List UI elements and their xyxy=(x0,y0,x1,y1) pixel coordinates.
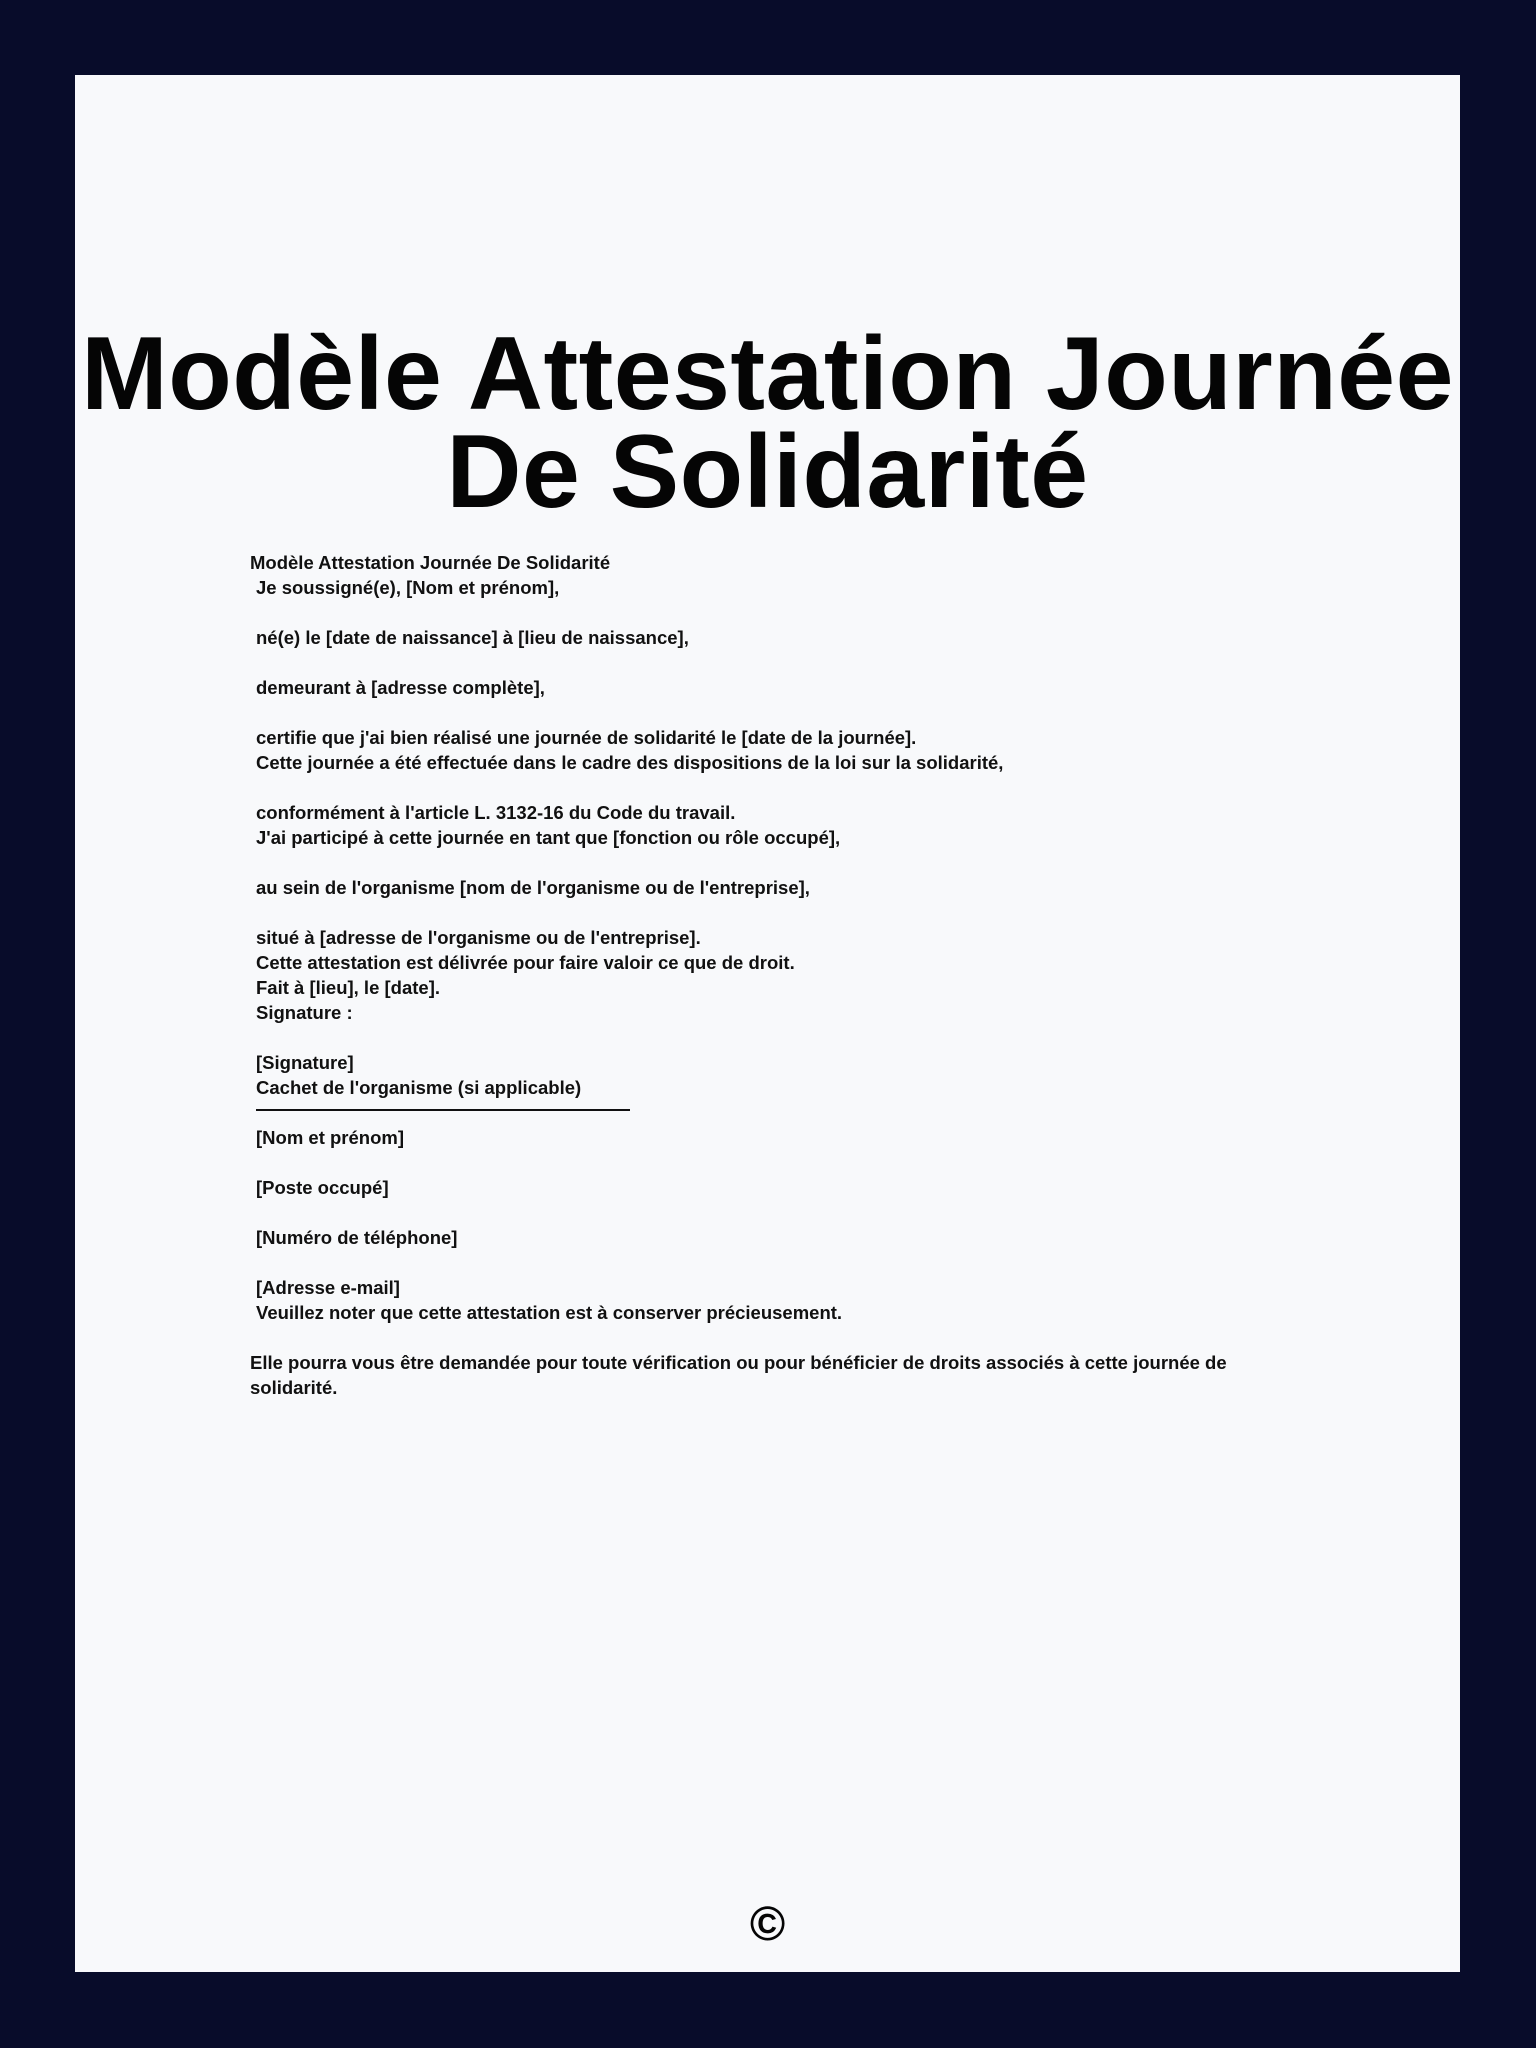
document-page xyxy=(75,75,1460,1972)
body-line: Je soussigné(e), [Nom et prénom], xyxy=(256,577,560,598)
line-gap xyxy=(250,1325,1250,1350)
document-subtitle: Modèle Attestation Journée De Solidarité xyxy=(250,552,611,573)
body-line: certifie que j'ai bien réalisé une journée de solidarité le [date de la journée]. xyxy=(256,727,917,748)
name-placeholder: [Nom et prénom] xyxy=(256,1127,404,1148)
stamp-label: Cachet de l'organisme (si applicable) xyxy=(256,1077,582,1098)
email-placeholder: [Adresse e-mail] xyxy=(256,1277,400,1298)
body-line: au sein de l'organisme [nom de l'organisme ou de l'entreprise], xyxy=(256,877,810,898)
line-gap xyxy=(250,1200,1250,1225)
line-gap xyxy=(250,1250,1250,1275)
line-gap xyxy=(250,775,1250,800)
document-title: Modèle Attestation Journée De Solidarité xyxy=(81,316,1454,530)
line-gap xyxy=(250,1150,1250,1175)
line-gap xyxy=(250,1025,1250,1050)
copyright-icon: © xyxy=(749,1898,786,1951)
line-gap xyxy=(250,700,1250,725)
body-line: Cette attestation est délivrée pour faire valoir ce que de droit. xyxy=(256,952,795,973)
body-line: né(e) le [date de naissance] à [lieu de naissance], xyxy=(256,627,689,648)
body-line: demeurant à [adresse complète], xyxy=(256,677,545,698)
body-line: situé à [adresse de l'organisme ou de l'entreprise]. xyxy=(256,927,701,948)
line-gap xyxy=(250,650,1250,675)
signature-label: Signature : xyxy=(256,1002,353,1023)
closing-paragraph: Elle pourra vous être demandée pour toute vérification ou pour bénéficier de droits associés à cette journée de solidarité. xyxy=(250,1352,1227,1398)
line-gap xyxy=(250,600,1250,625)
line-gap xyxy=(250,850,1250,875)
signature-line xyxy=(256,1109,630,1111)
signature-placeholder: [Signature] xyxy=(256,1052,354,1073)
body-line: Veuillez noter que cette attestation est à conserver précieusement. xyxy=(256,1302,843,1323)
body-line: Cette journée a été effectuée dans le cadre des dispositions de la loi sur la solidarité, xyxy=(256,752,1004,773)
line-gap xyxy=(250,900,1250,925)
body-line: J'ai participé à cette journée en tant que [fonction ou rôle occupé], xyxy=(256,827,841,848)
body-line: conformément à l'article L. 3132-16 du Code du travail. xyxy=(256,802,736,823)
phone-placeholder: [Numéro de téléphone] xyxy=(256,1227,458,1248)
document-body xyxy=(250,550,1250,1400)
position-placeholder: [Poste occupé] xyxy=(256,1177,389,1198)
body-line: Fait à [lieu], le [date]. xyxy=(256,977,440,998)
